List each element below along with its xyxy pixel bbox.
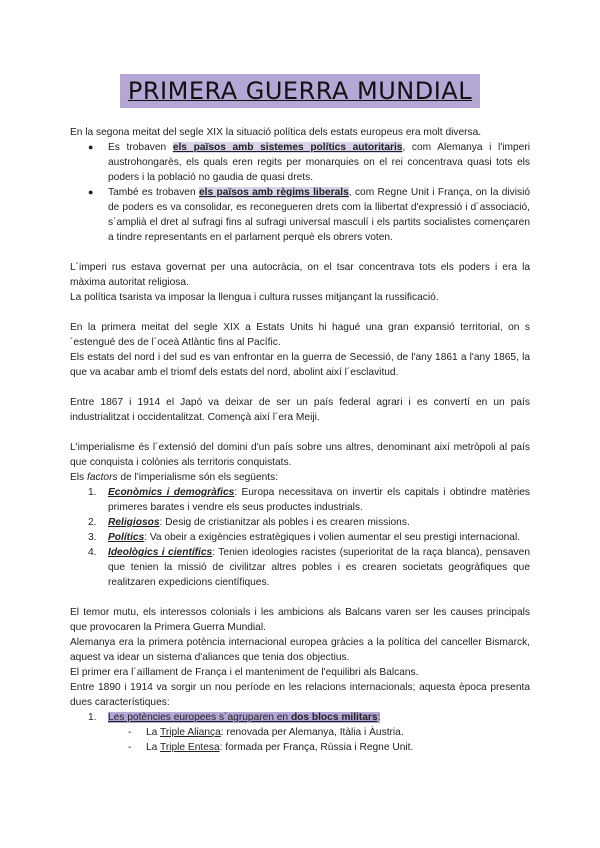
causes-paragraph: El temor mutu, els interessos colonials i les ambicions als Balcans varen ser les causes principals que provocaren la Primera Guerra Mundial. — [70, 607, 530, 633]
page-title: PRIMERA GUERRA MUNDIAL — [120, 74, 480, 108]
bloc-name: Triple Aliança — [159, 727, 221, 738]
period-paragraph: Entre 1890 i 1914 va sorgir un nou període en les relacions internacionals; aquesta època presenta dues característiques: — [70, 682, 530, 708]
usa-paragraph-2: Els estats del nord i del sud es van enfrontar en la guerra de Secessió, de l'any 1861 a l'any 1865, la que va acabar amb el triomf dels estats del nord, abolint així l´esclavitud. — [70, 352, 530, 378]
list-item: 1. Econòmics i demogràfics: Europa necessitava on invertir els capitals i obtindre matèries primeres barates i vendre els seus productes industrials. — [88, 487, 531, 513]
list-item: - La Triple Aliança: renovada per Alemanya, Itàlia i Àustria. — [128, 727, 404, 738]
title-wrap — [0, 74, 600, 108]
factor-name: Econòmics i demogràfics — [108, 487, 235, 498]
imperialism-paragraph-1: L'imperialisme és l´extensió del domini d'un país sobre uns altres, denominant així metròpoli al país que conquista i colònies als territoris conquistats. — [70, 442, 530, 468]
list-item: 1. Les potències europees s´agruparen en dos blocs militars: — [88, 712, 381, 723]
japan-paragraph: Entre 1867 i 1914 el Japó va deixar de ser un país federal agrari i es convertí en un país industrialitzat i occidentalitzat. Començà així l´era Meiji. — [70, 397, 530, 423]
highlight-text: els països amb sistemes polítics autoritaris — [172, 142, 403, 153]
list-item: 4. Ideològics i científics: Tenien ideologies racistes (superioritat de la raça blanca), pensaven que tenien la missió de civilitzar altres pobles i es crearen societats geogràfiques que realitzaren expedicions científiques. — [88, 547, 530, 588]
list-item: 3. Polítics: Va obeir a exigències estratègiques i volien aumentar el seu prestigi internacional. — [88, 532, 521, 543]
list-item: 2. Religiosos: Desig de cristianitzar als pobles i es crearen missions. — [88, 517, 410, 528]
blocs-list — [70, 725, 530, 755]
usa-paragraph-1: En la primera meitat del segle XIX a Estats Units hi hagué una gran expansió territorial, on s´estengué des de l´oceà Atlàntic fins al Pacífic. — [70, 322, 530, 348]
list-item: ● Es trobaven els països amb sistemes polítics autoritaris, com Alemanya i l'imperi austrohongarès, els quals eren regits per monarquies on el rei concentrava quasi tots els poders i la població no gaudia de quasi drets. — [88, 142, 531, 183]
document-body — [70, 125, 530, 755]
political-systems-list — [70, 140, 530, 245]
list-item: ● També es trobaven els països amb règims liberals, com Regne Unit i França, on la divisió de poders es va consolidar, es reconegueren drets com la llibertat d'expressió i d´associació, s´amplià el dret al sufragi fins al sufragi universal masculí i els partits socialistes començaren a tindre representants en el parlament perquè els obrers voten. — [88, 187, 530, 243]
bullet-icon: ● — [88, 187, 94, 197]
factor-name: Ideològics i científics — [108, 547, 213, 558]
factors-list — [70, 485, 530, 590]
factor-name: Polítics — [108, 532, 145, 543]
russia-paragraph-1: L´imperi rus estava governat per una autocràcia, on el tsar concentrava tots els poders i era la màxima autoritat religiosa. — [70, 262, 530, 288]
russia-paragraph-2: La política tsarista va imposar la llengua i cultura russes mitjançant la russificació. — [70, 292, 439, 303]
imperialism-paragraph-2: Els factors de l'imperialisme són els següents: — [70, 472, 279, 483]
germany-paragraph: Alemanya era la primera potència internacional europea gràcies a la política del canceller Bismarck, aquest va idear un sistema d'aliances que tenia dos objectius. — [70, 637, 530, 663]
factor-name: Religiosos — [108, 517, 160, 528]
list-item: - La Triple Entesa: formada per França, Rússia i Regne Unit. — [128, 742, 414, 753]
bloc-name: Triple Entesa — [159, 742, 220, 753]
characteristics-list — [70, 710, 530, 725]
bullet-icon: ● — [88, 142, 94, 152]
first-objective-paragraph: El primer era l´aïllament de França i el manteniment de l'equilibri als Balcans. — [70, 667, 419, 678]
intro-paragraph: En la segona meitat del segle XIX la situació política dels estats europeus era molt diversa. — [70, 127, 482, 138]
highlight-text: els països amb règims liberals — [198, 187, 349, 198]
